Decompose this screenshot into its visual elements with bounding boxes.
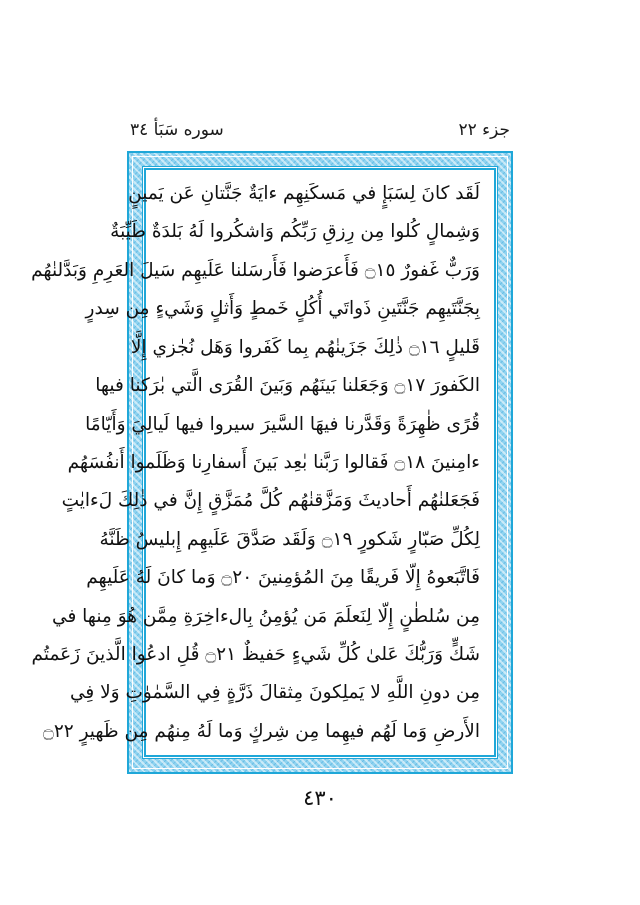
page-number: ٤٣٠ [303,786,337,810]
verse-line: شَكٍّ وَرَبُّكَ عَلىٰ كُلِّ شَيءٍ حَفيظٌ ۝٢١ قُلِ ادعُوا الَّذينَ زَعَمتُم [31,644,480,666]
verse-line: لِكُلِّ صَبّارٍ شَكورٍ ۝١٩ وَلَقَد صَدَّقَ عَلَيهِم إِبليسُ ظَنَّهُ [99,528,480,550]
verse-line: الكَفورَ ۝١٧ وَجَعَلنا بَينَهُم وَبَينَ القُرَى الَّتي بٰرَكنا فيها [95,375,480,397]
verse-line: مِن دونِ اللَّهِ لا يَملِكونَ مِثقالَ ذَرَّةٍ فِي السَّمٰوٰتِ وَلا فِي [69,682,480,704]
verse-line: الأَرضِ وَما لَهُم فيهِما مِن شِركٍ وَما لَهُ مِنهُم مِن ظَهيرٍ ۝٢٢ [43,720,480,742]
verse-line: وَرَبٌّ غَفورٌ ۝١٥ فَأَعرَضوا فَأَرسَلنا عَلَيهِم سَيلَ العَرِمِ وَبَدَّلنٰهُم [31,259,480,281]
verse-line: فَاتَّبَعوهُ إِلّا فَريقًا مِنَ المُؤمِنينَ ۝٢٠ وَما كانَ لَهُ عَلَيهِم [86,567,480,589]
juz-label: جزء ٢٢ [458,120,510,140]
verse-line: فَجَعَلنٰهُم أَحاديثَ وَمَزَّقنٰهُم كُلَّ مُمَزَّقٍ إِنَّ في ذٰلِكَ لَءايٰتٍ [61,490,480,512]
page-header [130,118,510,142]
decorative-page-border [31,151,513,774]
text-panel [31,168,496,757]
verse-text-block [31,178,480,747]
verse-line: قُرًى ظٰهِرَةً وَقَدَّرنا فيهَا السَّيرَ سيروا فيها لَيالِيَ وَأَيّامًا [85,413,480,435]
verse-line: لَقَد كانَ لِسَبَإٍ في مَسكَنِهِم ءايَةٌ جَنَّتانِ عَن يَمينٍ [128,183,480,204]
verse-line: ءامِنينَ ۝١٨ فَقالوا رَبَّنا بٰعِد بَينَ أَسفارِنا وَظَلَموا أَنفُسَهُم [67,451,480,473]
verse-line: مِن سُلطٰنٍ إِلّا لِنَعلَمَ مَن يُؤمِنُ بِالءاخِرَةِ مِمَّن هُوَ مِنها في [52,605,480,627]
surah-label: سوره سَبَأ ٣٤ [130,120,224,140]
verse-line: وَشِمالٍ كُلوا مِن رِزقِ رَبِّكُم وَاشكُروا لَهُ بَلدَةٌ طَيِّبَةٌ [110,221,480,243]
verse-line: قَليلٍ ۝١٦ ذٰلِكَ جَزَينٰهُم بِما كَفَروا وَهَل نُجٰزي إِلَّا [130,336,480,358]
verse-line: بِجَنَّتَيهِم جَنَّتَينِ ذَواتَي أُكُلٍ خَمطٍ وَأَثلٍ وَشَيءٍ مِن سِدرٍ [85,298,480,320]
